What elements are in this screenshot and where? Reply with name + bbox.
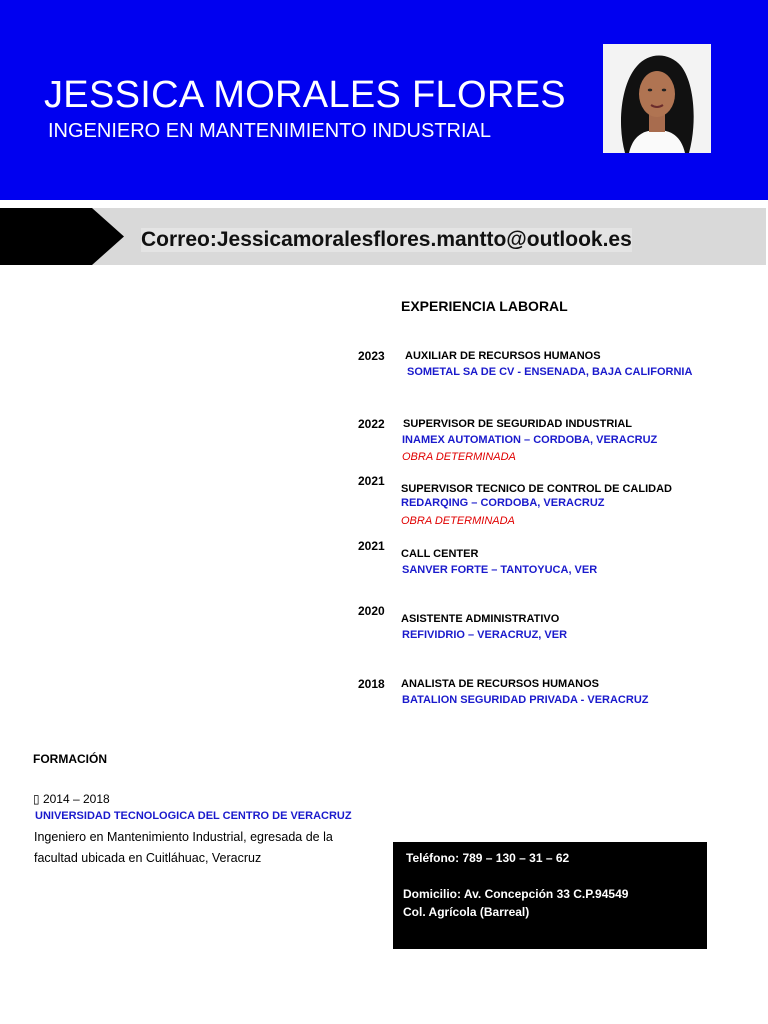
- job-title: SUPERVISOR TECNICO DE CONTROL DE CALIDAD: [401, 483, 672, 495]
- job-year: 2023: [358, 349, 385, 363]
- job-title: AUXILIAR DE RECURSOS HUMANOS: [405, 350, 601, 362]
- job-title: SUPERVISOR DE SEGURIDAD INDUSTRIAL: [403, 418, 632, 430]
- header-banner: [0, 0, 768, 200]
- address-line-2: Col. Agrícola (Barreal): [403, 905, 530, 919]
- job-title: ASISTENTE ADMINISTRATIVO: [401, 613, 560, 625]
- portrait-icon: [603, 44, 711, 153]
- experience-heading: EXPERIENCIA LABORAL: [401, 298, 568, 314]
- job-company: SOMETAL SA DE CV - ENSENADA, BAJA CALIFORNIA: [407, 366, 693, 378]
- job-year: 2020: [358, 604, 385, 618]
- education-heading: FORMACIÓN: [33, 752, 107, 766]
- address-line-1: Domicilio: Av. Concepción 33 C.P.94549: [403, 887, 629, 901]
- arrow-icon: [0, 208, 124, 265]
- job-company: REDARQING – CORDOBA, VERACRUZ: [401, 497, 605, 509]
- job-note: OBRA DETERMINADA: [402, 451, 516, 463]
- job-company: SANVER FORTE – TANTOYUCA, VER: [402, 564, 598, 576]
- job-note: OBRA DETERMINADA: [401, 515, 515, 527]
- job-year: 2021: [358, 474, 385, 488]
- education-years: ▯ 2014 – 2018: [33, 792, 110, 806]
- education-school: UNIVERSIDAD TECNOLOGICA DEL CENTRO DE VERACRUZ: [35, 810, 352, 822]
- job-year: 2018: [358, 677, 385, 691]
- job-company: BATALION SEGURIDAD PRIVADA - VERACRUZ: [402, 694, 649, 706]
- profile-photo: [603, 44, 711, 153]
- job-title: CALL CENTER: [401, 548, 479, 560]
- email-address[interactable]: Correo:Jessicamoralesflores.mantto@outlook.es: [141, 228, 632, 251]
- contact-box: [393, 842, 707, 949]
- job-company: REFIVIDRIO – VERACRUZ, VER: [402, 629, 568, 641]
- job-year: 2022: [358, 417, 385, 431]
- phone-number[interactable]: Teléfono: 789 – 130 – 31 – 62: [406, 851, 570, 865]
- job-title: ANALISTA DE RECURSOS HUMANOS: [401, 678, 600, 690]
- job-year: 2021: [358, 539, 385, 553]
- job-company: INAMEX AUTOMATION – CORDOBA, VERACRUZ: [402, 434, 658, 446]
- candidate-role: INGENIERO EN MANTENIMIENTO INDUSTRIAL: [48, 120, 492, 142]
- candidate-name: JESSICA MORALES FLORES: [44, 74, 566, 116]
- education-description: Ingeniero en Mantenimiento Industrial, egresada de la facultad ubicada en Cuitláhuac, Veracruz: [34, 830, 333, 865]
